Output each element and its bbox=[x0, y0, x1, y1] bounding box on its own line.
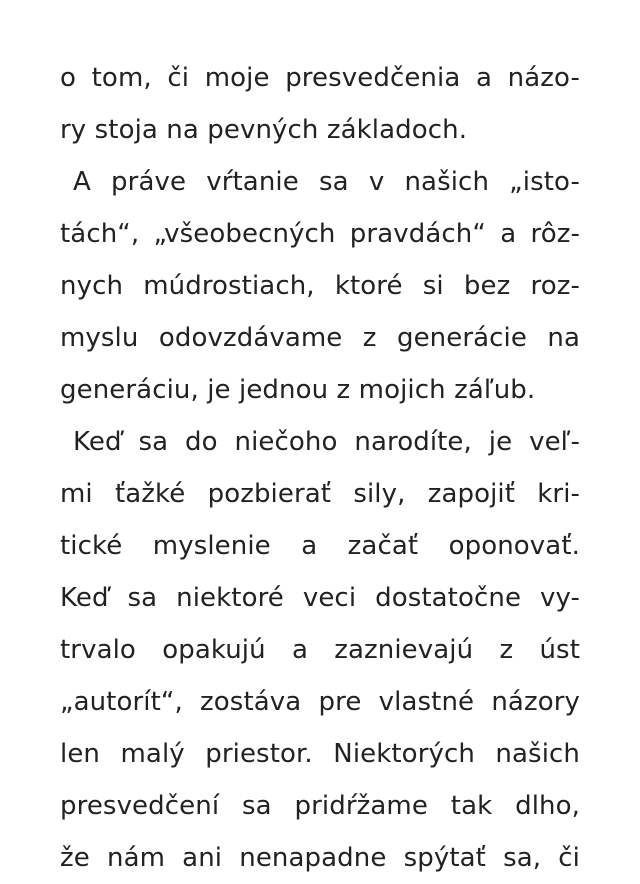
text-line: generáciu, je jednou z mojich záľub. bbox=[60, 375, 536, 405]
body-text bbox=[60, 52, 580, 884]
text-line: Keď sa niektoré veci dostatočne vy- bbox=[60, 583, 580, 613]
text-line: „autorít“, zostáva pre vlastné názory bbox=[60, 687, 580, 717]
text-line: mi ťažké pozbierať sily, zapojiť kri- bbox=[60, 479, 580, 509]
text-line: myslu odovzdávame z generácie na bbox=[60, 323, 580, 353]
text-line: tách“, „všeobecných pravdách“ a rôz- bbox=[60, 219, 580, 249]
text-line: tické myslenie a začať oponovať. bbox=[60, 531, 580, 561]
paragraph-start-line: Keď sa do niečoho narodíte, je veľ- bbox=[73, 427, 580, 457]
text-line: trvalo opakujú a zaznievajú z úst bbox=[60, 635, 580, 665]
paragraph-start-line: A práve vŕtanie sa v našich „isto- bbox=[73, 167, 580, 197]
text-line: že nám ani nenapadne spýtať sa, či bbox=[60, 843, 580, 873]
text-line: o tom, či moje presvedčenia a názo- bbox=[60, 63, 580, 93]
text-line: nych múdrostiach, ktoré si bez roz- bbox=[60, 271, 580, 301]
text-line: len malý priestor. Niektorých našich bbox=[60, 739, 580, 769]
text-line: presvedčení sa pridŕžame tak dlho, bbox=[60, 791, 580, 821]
text-line: ry stoja na pevných základoch. bbox=[60, 115, 468, 145]
